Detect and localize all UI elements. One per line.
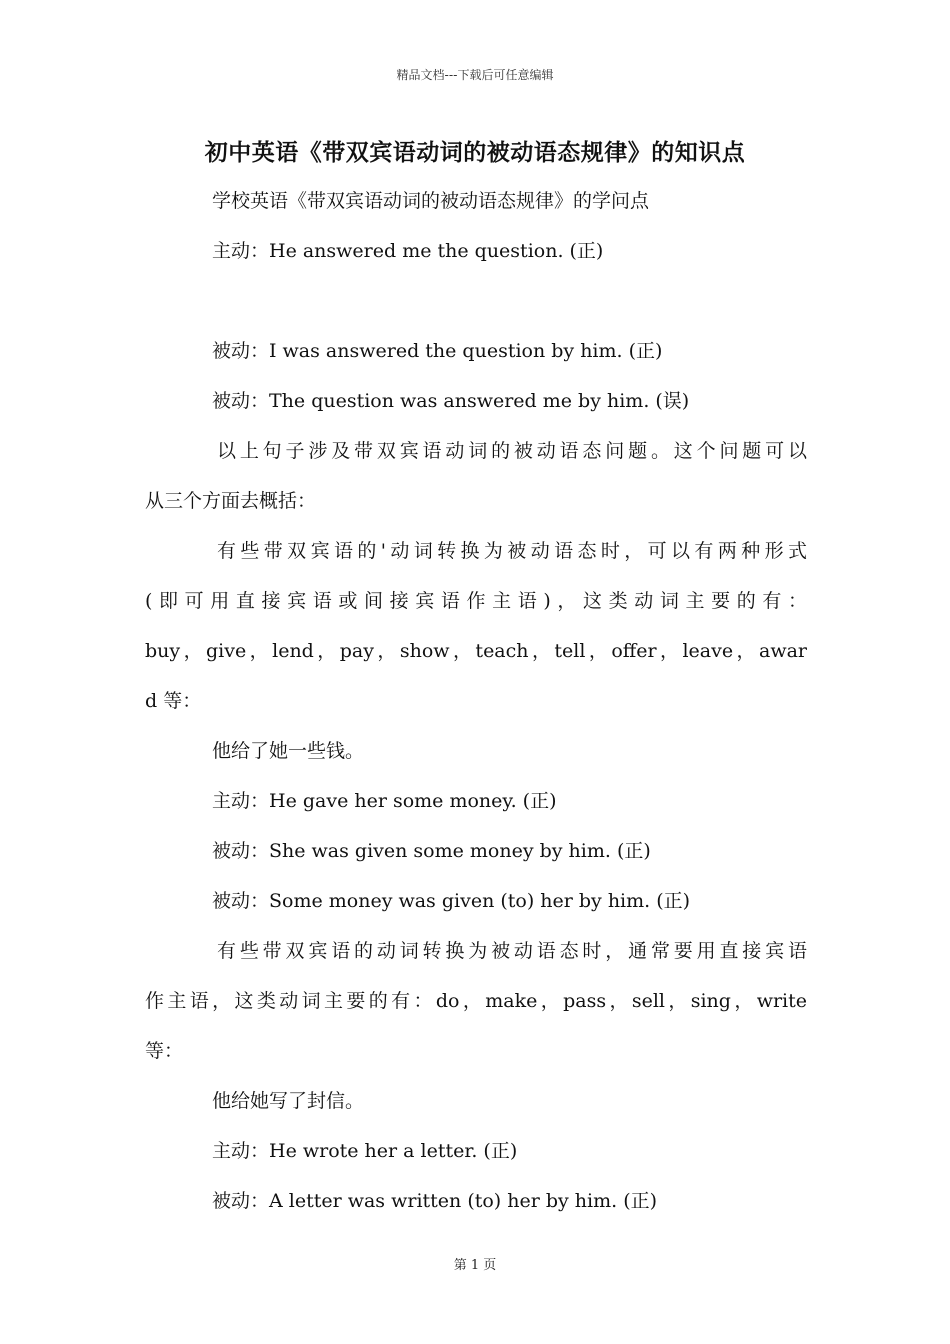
blank-line: [145, 276, 807, 326]
example-sentence: 被动：A letter was written (to) her by him. (正): [212, 1190, 658, 1212]
header-note: 精品文档---下载后可任意编辑: [396, 68, 554, 82]
paragraph-line: 以上句子涉及带双宾语动词的被动语态问题。这个问题可以: [217, 440, 807, 462]
paragraph-line: 等：: [145, 1040, 184, 1062]
example-sentence: 被动：The question was answered me by him. (误): [212, 390, 690, 412]
example-sentence: 被动：Some money was given (to) her by him. (正): [212, 890, 691, 912]
paragraph-line: 学校英语《带双宾语动词的被动语态规律》的学问点: [212, 190, 650, 212]
example-heading: 他给她写了封信。: [212, 1090, 365, 1112]
verb-list-line: buy，give，lend，pay，show，teach，tell，offer，leave，awar: [145, 640, 807, 662]
paragraph-line: 从三个方面去概括：: [145, 490, 317, 512]
page-number: 第 1 页: [453, 1258, 497, 1273]
example-text: 主动：He answered me the question. (正): [212, 240, 604, 262]
paragraph-line: 作主语，这类动词主要的有：do，make，pass，sell，sing，write: [145, 990, 807, 1012]
example-sentence: 主动：He gave her some money. (正): [212, 790, 557, 812]
paragraph-line: 有些带双宾语的'动词转换为被动语态时，可以有两种形式: [217, 540, 807, 562]
example-heading: 他给了她一些钱。: [212, 740, 365, 762]
document-title: 初中英语《带双宾语动词的被动语态规律》的知识点: [204, 139, 746, 166]
paragraph-line: d 等：: [145, 690, 202, 712]
example-sentence: 被动：She was given some money by him. (正): [212, 840, 651, 862]
paragraph-line: 有些带双宾语的动词转换为被动语态时，通常要用直接宾语: [217, 940, 807, 962]
paragraph-line: (即可用直接宾语或间接宾语作主语)，这类动词主要的有：: [145, 590, 807, 612]
example-sentence: 主动：He wrote her a letter. (正): [212, 1140, 518, 1162]
example-sentence: [145, 226, 807, 276]
document-body: [145, 176, 807, 1226]
example-sentence: 被动：I was answered the question by him. (正): [212, 340, 663, 362]
